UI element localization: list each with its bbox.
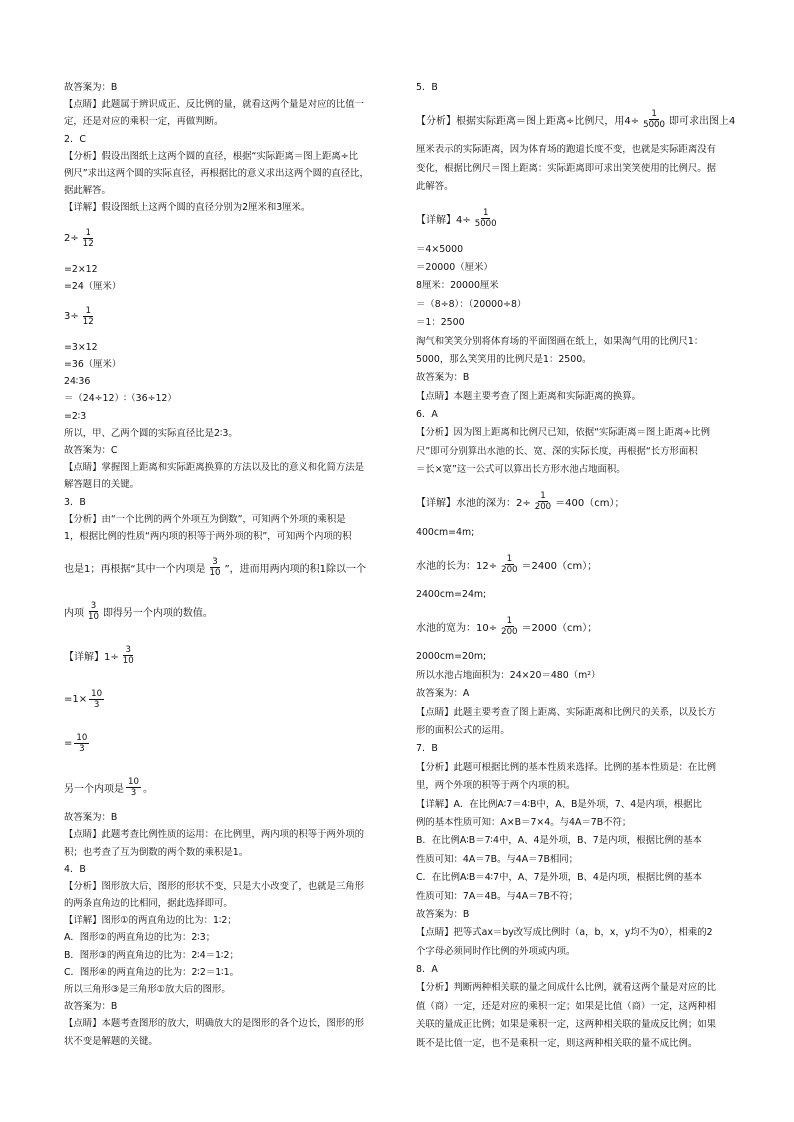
right-text-line: 关联的量成正比例；如果是乘积一定，这两种相关联的量成反比例；如果 bbox=[416, 1019, 717, 1031]
fraction-denominator: 5000 bbox=[474, 219, 497, 230]
left-text-line: 【点睛】掌握图上距离和实际距离换算的方法以及比的意义和化简方法是 bbox=[64, 462, 365, 474]
math-prefix: 也是1；再根据“其中一个内项是 bbox=[64, 563, 206, 575]
left-text-line: 例尺”求出这两个圆的实际直径，再根据比的意义求出这两个圆的直径比， bbox=[64, 167, 369, 179]
left-text-line: 【点睛】此题属于辨识成正、反比例的量，就看这两个量是对应的比值一 bbox=[64, 99, 365, 111]
fraction bbox=[89, 689, 104, 710]
left-text-line: 3．B bbox=[64, 496, 86, 508]
right-fraction-line bbox=[416, 100, 750, 138]
right-text-line: 淘气和笑笑分别将体育场的平面图画在纸上，如果淘气用的比例尺1： bbox=[416, 335, 704, 347]
left-text-line: 【点睛】本题考查图形的放大，明确放大的是图形的各个边长，图形的形 bbox=[64, 1018, 365, 1030]
math-prefix: 【详解】水池的深为：2÷ bbox=[416, 498, 531, 510]
right-text-line: 故答案为：A bbox=[416, 688, 470, 700]
fraction-denominator: 10 bbox=[88, 611, 99, 622]
math-suffix: ”，进而用两内项的积1除以一个 bbox=[224, 563, 367, 575]
left-fraction-line bbox=[64, 680, 394, 718]
fraction-numerator: 3 bbox=[90, 600, 97, 611]
fraction-denominator: 3 bbox=[130, 787, 137, 798]
fraction bbox=[81, 306, 96, 327]
right-text-line: 【分析】此题可根据比例的基本性质来选择。比例的基本性质是：在比例 bbox=[416, 761, 717, 773]
fraction bbox=[208, 557, 223, 578]
right-text-line: 【点睛】此题主要考查了图上距离、实际距离和比例尺的关系，以及长方 bbox=[416, 706, 717, 718]
left-text-line: 所以，甲、乙两个圆的实际直径比是2∶3。 bbox=[64, 427, 238, 439]
fraction bbox=[86, 601, 101, 622]
left-fraction-line bbox=[64, 298, 394, 336]
right-fraction-line bbox=[416, 545, 750, 583]
fraction-denominator: 3 bbox=[93, 699, 100, 710]
left-text-line: 故答案为：B bbox=[64, 82, 118, 93]
fraction-numerator: 1 bbox=[506, 553, 513, 564]
right-text-line: 性质可知：4A＝7B。与4A＝7B相同； bbox=[416, 853, 579, 865]
right-text-line: ＝4×5000 bbox=[416, 243, 464, 255]
fraction bbox=[81, 228, 96, 249]
right-text-line: 【详解】A．在比例A∶7＝4∶B中，A、B是外项，7、4是内项，根据比 bbox=[416, 798, 702, 810]
math-prefix: = bbox=[64, 737, 73, 749]
right-fraction-line bbox=[416, 200, 750, 238]
left-text-line: ＝（24÷12）∶（36÷12） bbox=[64, 393, 177, 405]
right-text-line: 个字母必须同时作比例的外项或内项。 bbox=[416, 945, 576, 957]
right-text-line: 形的面积公式的运用。 bbox=[416, 724, 510, 736]
fraction-denominator: 200 bbox=[501, 564, 518, 575]
math-suffix: 即可求出图上4 bbox=[669, 115, 736, 127]
fraction-numerator: 1 bbox=[85, 306, 91, 317]
left-fraction-line bbox=[64, 724, 394, 762]
fraction bbox=[473, 208, 499, 229]
fraction-numerator: 10 bbox=[91, 688, 103, 699]
fraction-numerator: 10 bbox=[128, 776, 139, 787]
right-text-line: 7．B bbox=[416, 743, 438, 755]
right-fraction-line bbox=[416, 483, 750, 521]
right-text-line: 5000，那么笑笑用的比例尺是1：2500。 bbox=[416, 353, 592, 365]
math-prefix: 水池的长为：12÷ bbox=[416, 560, 498, 572]
fraction-numerator: 1 bbox=[506, 615, 513, 626]
right-text-line: 5．B bbox=[416, 82, 438, 93]
math-prefix: 另一个内项是 bbox=[64, 783, 124, 795]
right-text-line: C．在比例A∶B＝4∶7中，A、7是外项，B、4是内项，根据比例的基本 bbox=[416, 872, 702, 884]
left-text-line: 【点睛】此题考查比例性质的运用：在比例里，两内项的积等于两外项的 bbox=[64, 829, 365, 841]
left-text-line: 积；也考查了互为倒数的两个数的乘积是1。 bbox=[64, 846, 249, 858]
math-suffix: ＝2400（cm）； bbox=[521, 560, 598, 572]
left-text-line: A．图形②的两直角边的比为：2∶3； bbox=[64, 932, 216, 944]
left-text-line: =2×12 bbox=[64, 263, 98, 275]
fraction-numerator: 1 bbox=[482, 208, 489, 219]
fraction-numerator: 3 bbox=[212, 556, 218, 567]
right-text-line: 变化，根据比例尺＝图上距离：实际距离即可求出笑笑使用的比例尺。据 bbox=[416, 162, 717, 174]
left-text-line: =24（厘米） bbox=[64, 280, 122, 292]
fraction bbox=[74, 733, 89, 754]
math-prefix: 【详解】1÷ bbox=[64, 651, 119, 663]
right-text-line: 所以水池占地面积为：24×20＝480（m²） bbox=[416, 669, 601, 681]
left-text-line: 所以三角形③是三角形①放大后的图形。 bbox=[64, 984, 231, 995]
left-text-line: 【分析】假设出图纸上这两个圆的直径，根据“实际距离＝图上距离÷比 bbox=[64, 150, 358, 162]
right-text-line: 例的基本性质可知：A×B＝7×4。与4A＝7B不符； bbox=[416, 816, 632, 828]
math-suffix: ＝2000（cm）； bbox=[521, 622, 598, 634]
right-fraction-line bbox=[416, 607, 750, 645]
right-text-line: 【分析】因为图上距离和比例尺已知，依据“实际距离＝图上距离÷比例 bbox=[416, 427, 710, 439]
math-prefix: 3÷ bbox=[64, 311, 79, 323]
right-text-line: 6．A bbox=[416, 409, 438, 421]
left-text-line: 故答案为：B bbox=[64, 1001, 118, 1013]
left-text-line: 故答案为：C bbox=[64, 445, 118, 456]
left-fraction-line bbox=[64, 592, 394, 630]
right-column bbox=[416, 82, 750, 1056]
fraction-numerator: 1 bbox=[540, 491, 546, 502]
right-text-line: ＝长×宽”这一公式可以算出长方形水池占地面积。 bbox=[416, 464, 626, 476]
right-text-line: 故答案为：B bbox=[416, 908, 470, 920]
left-fraction-line bbox=[64, 636, 394, 674]
math-prefix: 内项 bbox=[64, 607, 84, 619]
left-text-line: 4．B bbox=[64, 863, 86, 875]
math-suffix: ＝400（cm）； bbox=[555, 498, 625, 510]
math-prefix: 【分析】根据实际距离＝图上距离÷比例尺，用4÷ bbox=[416, 115, 640, 127]
left-fraction-line bbox=[64, 220, 394, 258]
left-text-line: C．图形④的两直角边的比为：2∶2＝1∶1。 bbox=[64, 966, 239, 978]
right-text-line: ＝20000（厘米） bbox=[416, 261, 493, 273]
right-text-line: B．在比例A∶B＝7∶4中，A、4是外项，B、7是内项，根据比例的基本 bbox=[416, 835, 702, 847]
fraction-denominator: 12 bbox=[82, 317, 94, 328]
right-text-line: 【分析】判断两种相关联的量之间成什么比例，就看这两个量是对应的比 bbox=[416, 982, 717, 994]
left-fraction-line bbox=[64, 548, 394, 586]
right-text-line: 里，两个外项的积等于两个内项的积。 bbox=[416, 780, 576, 792]
fraction-numerator: 1 bbox=[651, 108, 657, 119]
right-text-line: 既不是比值一定，也不是乘积一定，则这两种相关联的量不成比例。 bbox=[416, 1037, 698, 1049]
left-text-line: =2∶3 bbox=[64, 410, 87, 422]
left-text-line: 2．C bbox=[64, 133, 86, 145]
left-text-line: 【详解】假设图纸上这两个圆的直径分别为2厘米和3厘米。 bbox=[64, 202, 311, 214]
left-text-line: 【分析】图形放大后，图形的形状不变，只是大小改变了，也就是三角形 bbox=[64, 880, 365, 892]
right-text-line: 2000cm=20m; bbox=[416, 651, 487, 663]
right-text-line: 性质可知：7A＝4B。与4A＝7B不符； bbox=[416, 890, 579, 902]
right-text-line: 8．A bbox=[416, 964, 438, 976]
fraction-numerator: 1 bbox=[85, 228, 91, 238]
left-text-line: 的两条直角边的比相同，据此选择即可。 bbox=[64, 898, 233, 910]
fraction-numerator: 10 bbox=[76, 732, 88, 743]
left-text-line: 状不变是解题的关键。 bbox=[64, 1035, 158, 1047]
math-suffix: 即得另一个内项的数值。 bbox=[102, 607, 213, 619]
left-text-line: 1，根据比例的性质“两内项的积等于两外项的积”，可知两个内项的积 bbox=[64, 530, 352, 542]
left-fraction-line bbox=[64, 768, 394, 806]
left-text-line: 定，还是对应的乘积一定，再做判断。 bbox=[64, 116, 224, 128]
math-prefix: 2÷ bbox=[64, 233, 79, 244]
left-text-line: 【详解】图形①的两直角边的比为：1∶2； bbox=[64, 915, 237, 927]
right-text-line: 故答案为：B bbox=[416, 372, 470, 384]
fraction-denominator: 10 bbox=[209, 567, 221, 578]
fraction-denominator: 200 bbox=[501, 626, 518, 637]
fraction-denominator: 5000 bbox=[643, 119, 665, 130]
left-text-line: 解答题目的关键。 bbox=[64, 479, 140, 491]
fraction bbox=[121, 645, 136, 666]
right-text-line: 尺”即可分别算出水池的长、宽、深的实际长度，再根据“长方形面积 bbox=[416, 445, 698, 457]
left-text-line: 【分析】由“一个比例的两个外项互为倒数”，可知两个外项的乘积是 bbox=[64, 513, 346, 525]
left-text-line: 故答案为：B bbox=[64, 812, 118, 824]
left-text-line: 24∶36 bbox=[64, 376, 91, 388]
right-text-line: 8厘米：20000厘米 bbox=[416, 280, 499, 292]
fraction-denominator: 10 bbox=[122, 655, 134, 666]
right-text-line: ＝（8÷8）：（20000÷8） bbox=[416, 298, 527, 310]
math-prefix: =1× bbox=[64, 693, 88, 705]
right-text-line: 值（商）一定，还是对应的乘积一定；如果是比值（商）一定，这两种相 bbox=[416, 1000, 717, 1012]
right-text-line: 2400cm=24m; bbox=[416, 589, 487, 601]
right-text-line: 400cm=4m; bbox=[416, 526, 475, 538]
right-text-line: 厘米表示的实际距离，因为体育场的跑道长度不变，也就是实际距离没有 bbox=[416, 144, 717, 156]
right-text-line: ＝1：2500 bbox=[416, 317, 465, 329]
fraction bbox=[533, 491, 553, 512]
fraction-denominator: 3 bbox=[79, 743, 85, 754]
fraction-denominator: 12 bbox=[82, 239, 94, 249]
right-text-line: 【点睛】本题主要考查了图上距离和实际距离的换算。 bbox=[416, 390, 642, 402]
fraction-denominator: 200 bbox=[534, 502, 552, 513]
fraction bbox=[641, 109, 667, 130]
fraction-numerator: 3 bbox=[125, 644, 131, 655]
left-text-line: =36（厘米） bbox=[64, 359, 122, 371]
left-text-line: B．图形③的两直角边的比为：2∶4＝1∶2； bbox=[64, 949, 239, 961]
math-prefix: 【详解】4÷ bbox=[416, 215, 471, 227]
fraction bbox=[126, 777, 141, 798]
fraction bbox=[499, 616, 519, 637]
left-text-line: =3×12 bbox=[64, 341, 98, 353]
math-prefix: 水池的宽为：10÷ bbox=[416, 622, 498, 634]
left-column bbox=[64, 82, 394, 1053]
math-suffix: 。 bbox=[142, 783, 153, 795]
left-text-line: 据此解答。 bbox=[64, 185, 111, 197]
fraction bbox=[499, 554, 519, 575]
right-text-line: 此解答。 bbox=[416, 181, 454, 193]
right-text-line: 【点睛】把等式ax＝by改写成比例时（a，b，x，y均不为0），相乘的2 bbox=[416, 927, 713, 939]
